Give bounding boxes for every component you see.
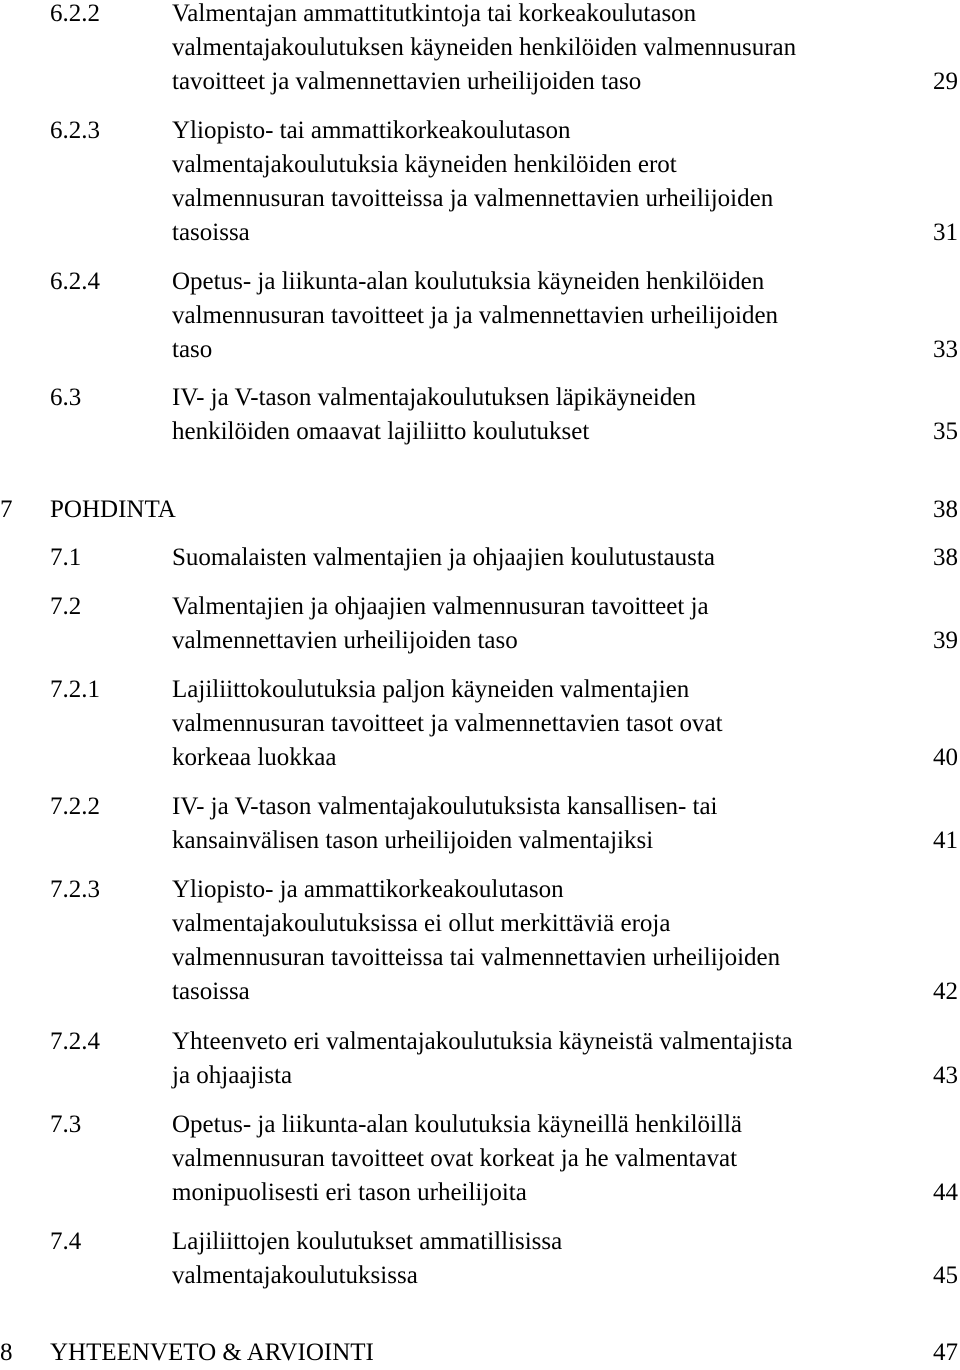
toc-entry-number: 7.2.2	[50, 793, 100, 820]
toc-entry-page-number: 47	[933, 1339, 958, 1366]
toc-entry-page-number: 44	[933, 1179, 958, 1206]
toc-entry-title-line: ja ohjaajista	[172, 1062, 293, 1089]
toc-entry-page-number: 38	[933, 496, 958, 523]
toc-entry-title-line: Yliopisto- ja ammattikorkeakoulutason	[172, 876, 564, 903]
toc-entry-number: 7.2.4	[50, 1028, 100, 1055]
toc-entry-title	[172, 265, 872, 367]
toc-entry	[0, 541, 960, 575]
toc-entry-title-line: tasoissa	[172, 219, 250, 246]
toc-entry-title	[172, 1108, 872, 1210]
toc-entry-title-line: Yliopisto- tai ammattikorkeakoulutason	[172, 117, 571, 144]
toc-entry-title-line: YHTEENVETO & ARVIOINTI	[50, 1339, 374, 1366]
toc-entry-title	[172, 1225, 872, 1293]
toc-entry-title-line: valmennusuran tavoitteissa ja valmennettavien urheilijoiden	[172, 185, 774, 212]
toc-entry-page-number: 42	[933, 978, 958, 1005]
toc-entry-title	[172, 790, 872, 858]
toc-entry-page-number: 40	[933, 744, 958, 771]
toc-entry-title-line: kansainvälisen tason urheilijoiden valmentajiksi	[172, 827, 654, 854]
toc-entry-page-number: 38	[933, 544, 958, 571]
toc-entry-title	[172, 590, 872, 658]
toc-entry	[0, 873, 960, 1009]
toc-entry	[0, 1336, 960, 1370]
toc-entry-title	[172, 0, 872, 99]
toc-entry-title-line: valmentajakoulutuksen käyneiden henkilöiden valmennusuran	[172, 34, 797, 61]
toc-entry-title	[172, 541, 872, 575]
toc-entry-title-line: valmennusuran tavoitteissa tai valmennettavien urheilijoiden	[172, 944, 781, 971]
toc-entry	[0, 1025, 960, 1093]
toc-entry-title-line: valmennettavien urheilijoiden taso	[172, 627, 518, 654]
toc-entry	[0, 590, 960, 658]
toc-entry-title	[172, 114, 872, 250]
toc-entry-page-number: 35	[933, 418, 958, 445]
toc-entry-title-line: valmentajakoulutuksia käyneiden henkilöiden erot	[172, 151, 677, 178]
toc-entry-title-line: valmennusuran tavoitteet ja valmennettavien tasot ovat	[172, 710, 723, 737]
toc-entry-title-line: Lajiliittojen koulutukset ammatillisissa	[172, 1228, 563, 1255]
toc-entry	[0, 673, 960, 775]
toc-entry-number: 7.3	[50, 1111, 82, 1138]
toc-entry	[0, 1108, 960, 1210]
toc-entry	[0, 114, 960, 250]
toc-entry-page-number: 33	[933, 336, 958, 363]
toc-entry-title-line: Yhteenveto eri valmentajakoulutuksia käyneistä valmentajista	[172, 1028, 793, 1055]
toc-entry-title-line: Valmentajan ammattitutkintoja tai korkeakoulutason	[172, 0, 697, 27]
toc-entry	[0, 0, 960, 99]
toc-entry-number: 6.2.2	[50, 0, 100, 27]
toc-entry-title-line: Lajiliittokoulutuksia paljon käyneiden valmentajien	[172, 676, 690, 703]
toc-entry-title-line: monipuolisesti eri tason urheilijoita	[172, 1179, 527, 1206]
toc-entry-number: 6.2.3	[50, 117, 100, 144]
toc-entry-page-number: 43	[933, 1062, 958, 1089]
toc-entry-number: 7.2.1	[50, 676, 100, 703]
toc-entry-title-line: valmennusuran tavoitteet ja ja valmennettavien urheilijoiden	[172, 302, 779, 329]
toc-entry-title	[172, 1025, 872, 1093]
toc-entry-number: 7.4	[50, 1228, 82, 1255]
toc-entry	[0, 265, 960, 367]
toc-entry-title-line: Valmentajien ja ohjaajien valmennusuran tavoitteet ja	[172, 593, 709, 620]
toc-entry-title-line: POHDINTA	[50, 496, 176, 523]
toc-entry-title-line: Suomalaisten valmentajien ja ohjaajien koulutustausta	[172, 544, 715, 571]
toc-entry-title-line: taso	[172, 336, 213, 363]
toc-entry-title-line: korkeaa luokkaa	[172, 744, 337, 771]
toc-entry-title-line: tasoissa	[172, 978, 250, 1005]
toc-entry-page-number: 31	[933, 219, 958, 246]
toc-entry-title-line: tavoitteet ja valmennettavien urheilijoiden taso	[172, 68, 642, 95]
toc-entry-title-line: valmentajakoulutuksissa	[172, 1262, 418, 1289]
toc-entry-number: 7	[0, 496, 13, 523]
toc-entry-title-line: Opetus- ja liikunta-alan koulutuksia käyneillä henkilöillä	[172, 1111, 742, 1138]
toc-entry-title	[172, 873, 872, 1009]
toc-entry-page-number: 29	[933, 68, 958, 95]
toc-entry-number: 8	[0, 1339, 13, 1366]
toc-entry-page-number: 41	[933, 827, 958, 854]
toc-entry-page-number: 45	[933, 1262, 958, 1289]
toc-entry-title-line: valmentajakoulutuksissa ei ollut merkittäviä eroja	[172, 910, 671, 937]
toc-entry-page-number: 39	[933, 627, 958, 654]
toc-entry-title-line: IV- ja V-tason valmentajakoulutuksen läpikäyneiden	[172, 384, 696, 411]
toc-entry	[0, 790, 960, 858]
toc-entry-title	[50, 493, 750, 527]
toc-entry-number: 6.3	[50, 384, 82, 411]
toc-entry	[0, 1225, 960, 1293]
toc-entry-number: 7.1	[50, 544, 82, 571]
toc-entry-title-line: valmennusuran tavoitteet ovat korkeat ja he valmentavat	[172, 1145, 738, 1172]
toc-entry	[0, 381, 960, 449]
toc-entry-number: 6.2.4	[50, 268, 100, 295]
toc-entry-title	[50, 1336, 750, 1370]
toc-entry-title	[172, 381, 872, 449]
toc-entry-title-line: Opetus- ja liikunta-alan koulutuksia käyneiden henkilöiden	[172, 268, 765, 295]
toc-entry-number: 7.2.3	[50, 876, 100, 903]
toc-entry-title	[172, 673, 872, 775]
toc-entry-number: 7.2	[50, 593, 82, 620]
toc-entry	[0, 493, 960, 527]
toc-entry-title-line: IV- ja V-tason valmentajakoulutuksista kansallisen- tai	[172, 793, 718, 820]
toc-entry-title-line: henkilöiden omaavat lajiliitto koulutukset	[172, 418, 590, 445]
